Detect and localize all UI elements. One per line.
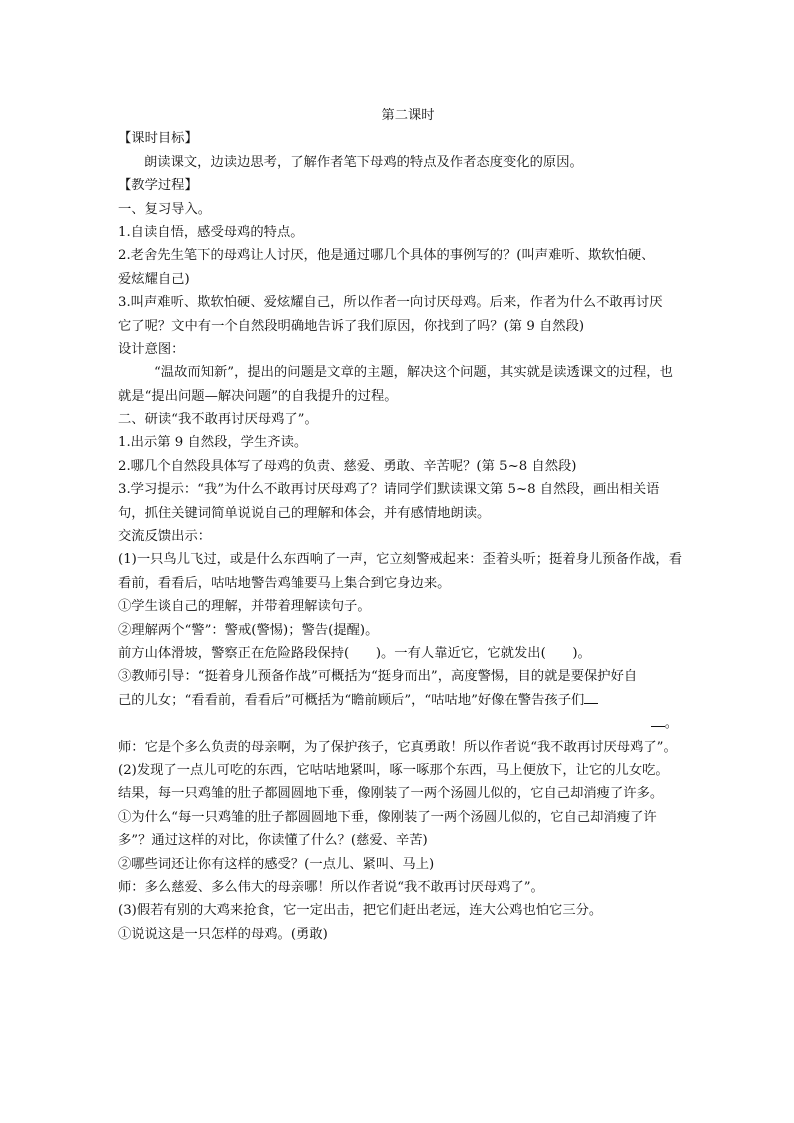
paragraph: (1)一只鸟儿飞过，或是什么东西响了一声，它立刻警戒起来：歪着头听；挺着身儿预备作战，看 xyxy=(118,552,683,568)
paragraph: 师：多么慈爱、多么伟大的母亲哪！所以作者说“我不敢再讨厌母鸡了”。 xyxy=(118,879,544,895)
fill-blank xyxy=(651,712,665,727)
paragraph: 3.叫声难听、欺软怕硬、爱炫耀自己，所以作者一向讨厌母鸡。后来，作者为什么不敢再讨厌 xyxy=(118,295,663,311)
fill-blank xyxy=(584,689,598,704)
paragraph: 二、研读“我不敢再讨厌母鸡了”。 xyxy=(118,412,318,428)
page-title: 第二课时 xyxy=(381,108,435,123)
paragraph: ②哪些词还让你有这样的感受？(一点儿、紧叫、马上) xyxy=(118,856,435,872)
paragraph: 2.老舍先生笔下的母鸡让人讨厌，他是通过哪几个具体的事例写的？(叫声难听、欺软怕硬、 xyxy=(118,248,655,264)
paragraph-text: 。 xyxy=(664,716,678,732)
paragraph: 就是“提出问题—解决问题”的自我提升的过程。 xyxy=(118,388,398,404)
paragraph: 交流反馈出示： xyxy=(118,529,212,545)
paragraph: 设计意图： xyxy=(118,341,185,357)
paragraph xyxy=(118,712,678,735)
document-page xyxy=(118,104,683,946)
paragraph: 一、复习导入。 xyxy=(118,201,212,217)
paragraph: 1.出示第 9 自然段，学生齐读。 xyxy=(118,435,308,451)
paragraph: 句，抓住关键词简单说说自己的理解和体会，并有感情地朗读。 xyxy=(118,505,491,521)
section-heading-goals: 【课时目标】 xyxy=(118,131,198,147)
paragraph: 3.学习提示：“我”为什么不敢再讨厌母鸡了？请同学们默读课文第 5~8 自然段，画出相关语 xyxy=(118,482,660,498)
paragraph: ②理解两个“警”：警戒(警惕)；警告(提醒)。 xyxy=(118,622,379,638)
paragraph: 爱炫耀自己) xyxy=(118,271,190,287)
paragraph: (3)假若有别的大鸡来抢食，它一定出击，把它们赶出老远，连大公鸡也怕它三分。 xyxy=(118,903,603,919)
paragraph: 2.哪几个自然段具体写了母鸡的负责、慈爱、勇敢、辛苦呢？(第 5~8 自然段) xyxy=(118,458,577,474)
paragraph: (2)发现了一点儿可吃的东西，它咕咕地紧叫，啄一啄那个东西，马上便放下，让它的儿女吃。 xyxy=(118,762,669,778)
paragraph: 师：它是个多么负责的母亲啊，为了保护孩子，它真勇敢！所以作者说“我不敢再讨厌母鸡了”。 xyxy=(118,739,677,755)
paragraph xyxy=(118,689,678,712)
paragraph: “温故而知新”，提出的问题是文章的主题，解决这个问题，其实就是读透课文的过程，也 xyxy=(154,365,673,381)
paragraph-text: 己的儿女；“看看前，看看后”可概括为“瞻前顾后”，“咕咕地”好像在警告孩子们 xyxy=(118,692,585,708)
paragraph: ①说说这是一只怎样的母鸡。(勇敢) xyxy=(118,926,328,942)
paragraph: 前方山体滑坡，警察正在危险路段保持( )。一有人靠近它，它就发出( )。 xyxy=(118,645,591,661)
paragraph: 朗读课文，边读边思考，了解作者笔下母鸡的特点及作者态度变化的原因。 xyxy=(144,154,583,170)
paragraph: 1.自读自悟，感受母鸡的特点。 xyxy=(118,224,304,240)
paragraph: 它了呢？文中有一个自然段明确地告诉了我们原因，你找到了吗？(第 9 自然段) xyxy=(118,318,585,334)
paragraph: 结果，每一只鸡雏的肚子都圆圆地下垂，像刚装了一两个汤圆儿似的，它自己却消瘦了许多。 xyxy=(118,786,664,802)
paragraph: 看前，看看后，咕咕地警告鸡雏要马上集合到它身边来。 xyxy=(118,575,451,591)
paragraph: ①为什么“每一只鸡雏的肚子都圆圆地下垂，像刚装了一两个汤圆儿似的，它自己却消瘦了许 xyxy=(118,809,657,825)
paragraph: ③教师引导：“挺着身儿预备作战”可概括为“挺身而出”，高度警惕，目的就是要保护好自 xyxy=(118,669,638,685)
section-heading-process: 【教学过程】 xyxy=(118,178,198,194)
paragraph: 多”？通过这样的对比，你读懂了什么？(慈爱、辛苦) xyxy=(118,833,428,849)
paragraph: ①学生谈自己的理解，并带着理解读句子。 xyxy=(118,599,371,615)
